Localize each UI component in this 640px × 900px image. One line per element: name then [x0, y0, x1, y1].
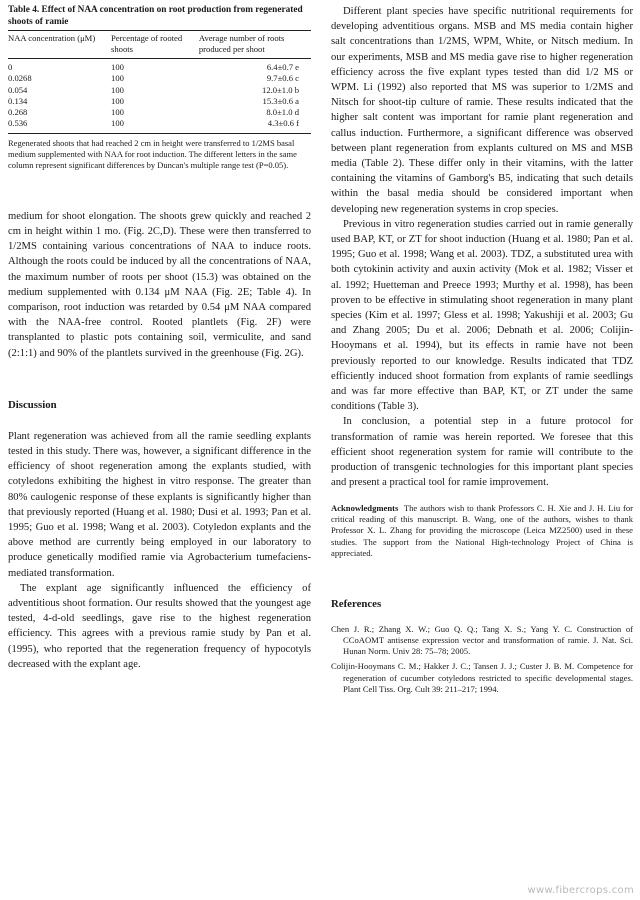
table-cell: 0 — [8, 62, 13, 72]
table-cell: 15.3±0.6 a — [262, 95, 299, 106]
reference-item: Chen J. R.; Zhang X. W.; Guo Q. Q.; Tang X. S.; Yang Y. C. Construction of CCoAOMT antisense expression vector and transformation of ramie. J. Nat. Sci. Hunan Norm. Univ 28: 75–78; 2005. — [331, 623, 633, 657]
table-cell: 0.268 — [8, 107, 28, 118]
paragraph-discussion-1: Plant regeneration was achieved from all the ramie seedling explants tested in this study. There was, however, a significant difference in the efficiency of shoot regeneration among the explants studied, with cotyledons exhibiting the highest in vitro response. The greater than 80% caulogenic response of these explants is significantly higher than that previously reported (Huang et al. 1980; Dusi et al. 1993; Pan et al. 1995; Guo et al. 1998; Wang et al. 2003). Cotyledon explants and the above method are currently being employed in our laboratory to produce genetically modified ramie via Agrobacterium tumefaciens-mediated transformation. — [8, 430, 311, 579]
discussion-heading: Discussion — [8, 398, 57, 411]
table-cell: 100 — [111, 84, 124, 95]
paragraph-root-induction: medium for shoot elongation. The shoots grew quickly and reached 2 cm in height within 1 mo. (Fig. 2C,D). These were then transferred to 1/2MS containing various concentrations of NAA to induce roots. Although the roots could be induced by all the concentrations of NAA, the maximum number of roots per shoot (15.3) was obtained on the medium supplemented with 0.134 μM NAA (Fig. 2E; Table 4). In comparison, root induction was retarded by 0.54 μM NAA compared with the NAA-free control. Rooted plantlets (Fig. 2F) were transplanted to plastic pots containing soil, vermiculite, and sand (2:1:1) and 90% of the plantlets survived in the greenhouse (Fig. 2G). — [8, 210, 311, 359]
table-cell: 100 — [111, 95, 124, 106]
watermark: www.fibercrops.com — [527, 885, 634, 896]
table-cell: 6.4±0.7 e — [266, 62, 299, 72]
table-header-roots: Average number of roots produced per shoot — [198, 33, 285, 54]
table-cell: 100 — [111, 73, 124, 84]
table-cell: 0.0268 — [8, 73, 32, 84]
acknowledgments-text: The authors wish to thank Professors C. H. Xie and J. H. Liu for critical reading of this manuscript. B. Wang, one of the authors, wishes to thank Professor X. L. Zhang for providing the microscope (Leica MZ2500) used in these studies. The support from the National High-technology Project of China is appreciated. — [331, 502, 633, 559]
table-cell: 0.134 — [8, 95, 28, 106]
paragraph-nutrition: Different plant species have specific nutritional requirements for developing adventitious organs. MSB and MS media contain higher salt concentrations than 1/2MS, WPM, White, or Nitsch medium. In our experiments, MSB and MS media gave rise to higher regeneration efficiency across the five explant types tested than did 1/2 MS or WPM. Li (1992) also reported that MS was superior to 1/2MS and Nitsch for shoot-tip culture of ramie. These results indicated that the higher salt content was important for ramie plant regeneration and callus induction. Furthermore, a significant difference was observed between plant regeneration from explants cultured on MS and MSB media (Table 2). These differ only in their vitamins, with the latter containing the vitamins of Gamborg's B5, indicating that such details within the basal media should be considered important when developing new regeneration systems in crop species. — [331, 6, 633, 215]
paragraph-discussion-2: The explant age significantly influenced the efficiency of adventitious shoot formation. Our results showed that the youngest age tested, 4-d-old seedlings, gave rise to the highest regeneration efficiency. This agrees with a previous ramie study by Pan et al. (1995), who reported that the regeneration frequency of hypocotyls decreased with the explant age. — [8, 582, 311, 670]
table-row — [8, 107, 311, 118]
table-cell: 12.0±1.0 b — [262, 84, 299, 95]
acknowledgments-label: Acknowledgments — [331, 502, 399, 513]
references-heading: References — [331, 597, 382, 610]
paragraph-previous-studies: Previous in vitro regeneration studies carried out in ramie generally used BAP, KT, or ZT for shoot induction (Huang et al. 1980; Pan et al. 1995; Guo et al. 1998; Wang et al. 2003). TDZ, a substituted urea with both cytokinin activity and auxin activity (Mok et al. 1982; Visser et al. 1992; Huetteman and Preece 1993; Murthy et al. 1998), has been proven to be effective in stimulating shoot regeneration in many plant species (Kim et al. 1997; Gless et al. 1998; Yakushiji et al. 2003; Gu and Zhang 2005; Du et al. 2006; Debnath et al. 2006; Colijin-Hooymans et al. 1994), but its effects in ramie have not been previously reported to our knowledge. Results indicated that TDZ efficiently induced shoot formation from explants of ramie seedlings and was far more effective than BAP, KT, or ZT under the same conditions (Table 3). — [331, 218, 633, 413]
table-header-percentage: Percentage of rooted shoots — [111, 33, 183, 54]
table-4 — [8, 31, 311, 134]
paragraph-conclusion: In conclusion, a potential step in a future protocol for transformation of ramie was herein reported. We foresee that this efficient shoot regeneration system for ramie will contribute to the production of transgenic technologies for this important plant species and present a practical tool for ramie improvement. — [331, 416, 633, 489]
table-cell: 9.7±0.6 c — [266, 73, 299, 84]
reference-item: Colijin-Hooymans C. M.; Hakker J. C.; Tansen J. J.; Custer J. B. M. Competence for regeneration of cucumber cotyledons restricted to specific developmental stages. Plant Cell Tiss. Org. Cult 39: 211–217; 1994. — [331, 661, 633, 695]
table-cell: 100 — [111, 118, 124, 129]
table-header-row — [8, 31, 311, 59]
table-caption: Table 4. Effect of NAA concentration on root production from regenerated shoots of ramie — [8, 5, 303, 27]
acknowledgments — [331, 503, 633, 560]
table-row — [8, 85, 311, 96]
table-cell: 0.536 — [8, 118, 28, 129]
right-column — [331, 4, 633, 699]
table-cell: 0.054 — [8, 84, 28, 95]
table-row — [8, 73, 311, 84]
table-row — [8, 59, 311, 74]
table-cell: 100 — [111, 62, 124, 72]
table-row — [8, 118, 311, 133]
table-cell: 4.3±0.6 f — [267, 118, 299, 129]
table-row — [8, 96, 311, 107]
left-column — [8, 4, 311, 672]
table-header-naa: NAA concentration (μM) — [8, 33, 96, 43]
table-footnote: Regenerated shoots that had reached 2 cm in height were transferred to 1/2MS basal medium supplemented with NAA for root induction. The different letters in the same column represent significant differences by Duncan's multiple range test (P=0.05). — [8, 137, 297, 170]
table-cell: 8.0±1.0 d — [266, 107, 299, 118]
table-cell: 100 — [111, 107, 124, 118]
